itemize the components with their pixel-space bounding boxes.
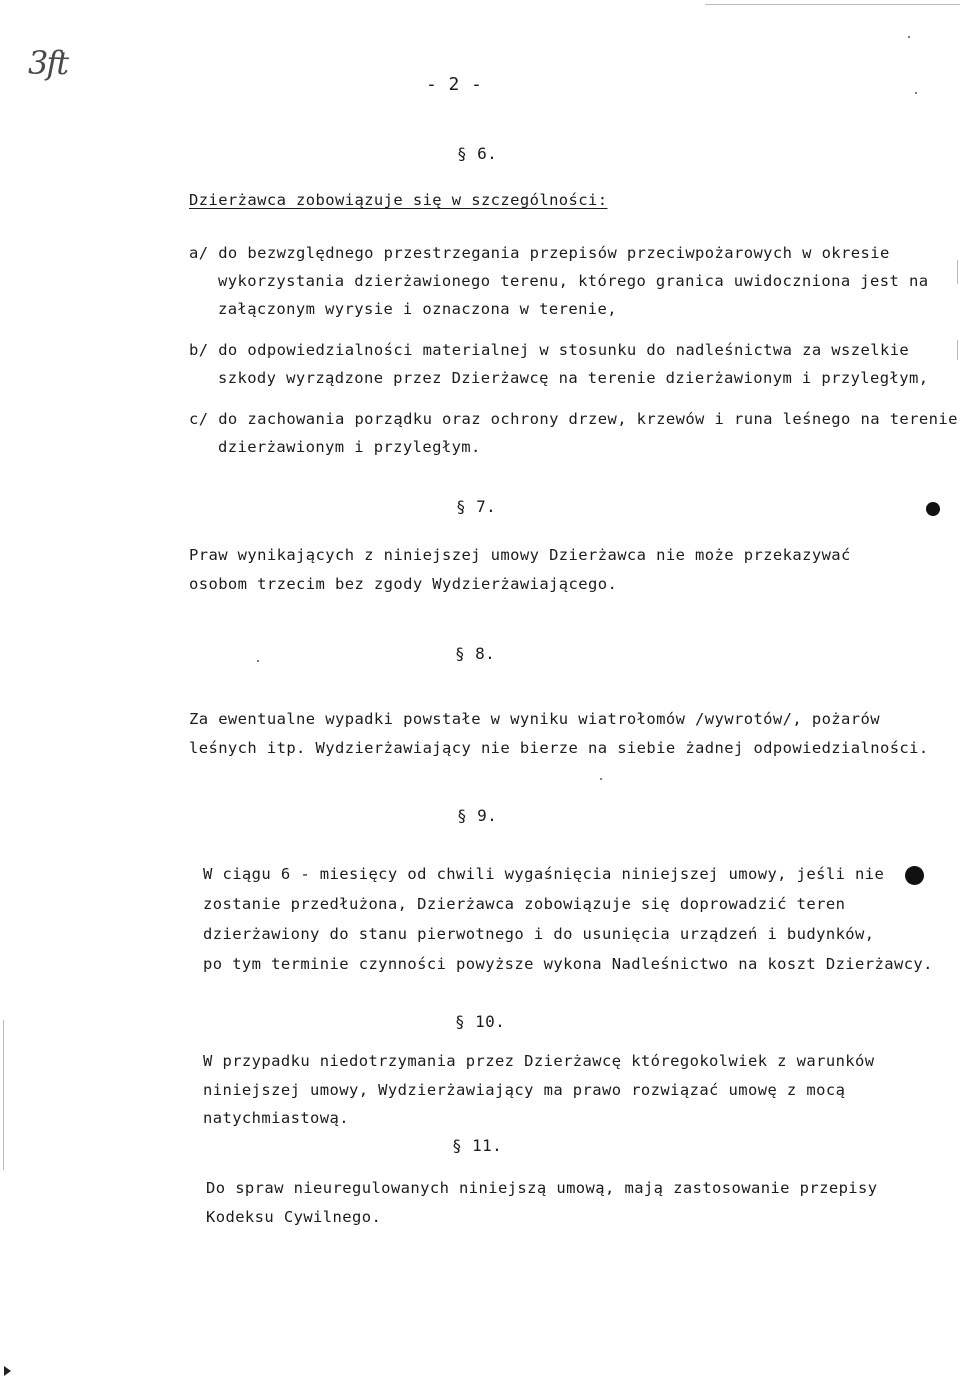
item-a-line-3: załączonym wyrysie i oznaczona w terenie, xyxy=(218,300,618,318)
section-8-heading: § 8. xyxy=(455,644,496,663)
handwritten-note: 3ft xyxy=(28,44,68,82)
scan-edge-mark xyxy=(957,340,958,360)
item-c-line-2: dzierżawionym i przyległym. xyxy=(218,438,481,456)
section-9-line-1: W ciągu 6 - miesięcy od chwili wygaśnięcia niniejszej umowy, jeśli nie xyxy=(203,865,885,883)
page-number: - 2 - xyxy=(426,74,483,95)
scan-speck xyxy=(600,778,602,780)
section-7-line-2: osobom trzecim bez zgody Wydzierżawiającego. xyxy=(189,575,618,593)
section-10-line-2: niniejszej umowy, Wydzierżawiający ma prawo rozwiązać umowę z mocą xyxy=(203,1081,846,1099)
item-b-line-2: szkody wyrządzone przez Dzierżawcę na terenie dzierżawionym i przyległym, xyxy=(218,369,929,387)
section-11-heading: § 11. xyxy=(452,1136,503,1155)
section-8-line-2: leśnych itp. Wydzierżawiający nie bierze na siebie żadnej odpowiedzialności. xyxy=(189,739,929,757)
section-8-line-1: Za ewentualne wypadki powstałe w wyniku wiatrołomów /wywrotów/, pożarów xyxy=(189,710,880,728)
item-a-line-1: a/ do bezwzględnego przestrzegania przepisów przeciwpożarowych w okresie xyxy=(189,244,890,262)
scan-speck xyxy=(908,36,910,38)
section-9-heading: § 9. xyxy=(457,806,498,825)
section-10-heading: § 10. xyxy=(455,1012,506,1031)
section-10-line-1: W przypadku niedotrzymania przez Dzierżawcę któregokolwiek z warunków xyxy=(203,1052,875,1070)
scan-speck xyxy=(257,660,259,662)
scan-left-edge xyxy=(3,1020,4,1170)
section-11-line-2: Kodeksu Cywilnego. xyxy=(206,1208,382,1226)
scan-speck xyxy=(915,92,917,94)
section-9-line-4: po tym terminie czynności powyższe wykona Nadleśnictwo na koszt Dzierżawcy. xyxy=(203,955,933,973)
punch-hole-mark xyxy=(905,866,924,885)
section-11-line-1: Do spraw nieuregulowanych niniejszą umową, mają zastosowanie przepisy xyxy=(206,1179,878,1197)
scan-corner-mark xyxy=(4,1366,11,1376)
section-9-line-3: dzierżawiony do stanu pierwotnego i do usunięcia urządzeń i budynków, xyxy=(203,925,875,943)
section-10-line-3: natychmiastową. xyxy=(203,1109,349,1127)
section-9-line-2: zostanie przedłużona, Dzierżawca zobowiązuje się doprowadzić teren xyxy=(203,895,846,913)
item-b-line-1: b/ do odpowiedzialności materialnej w stosunku do nadleśnictwa za wszelkie xyxy=(189,341,910,359)
section-6-heading: § 6. xyxy=(457,144,498,163)
scan-edge-line xyxy=(705,4,960,5)
item-a-line-2: wykorzystania dzierżawionego terenu, którego granica uwidoczniona jest na xyxy=(218,272,929,290)
punch-hole-mark xyxy=(926,502,940,516)
section-7-line-1: Praw wynikających z niniejszej umowy Dzierżawca nie może przekazywać xyxy=(189,546,851,564)
scan-edge-mark xyxy=(957,260,958,284)
section-7-heading: § 7. xyxy=(456,497,497,516)
item-c-line-1: c/ do zachowania porządku oraz ochrony drzew, krzewów i runa leśnego na terenie xyxy=(189,410,958,428)
section-6-intro: Dzierżawca zobowiązuje się w szczególności: xyxy=(189,191,608,209)
